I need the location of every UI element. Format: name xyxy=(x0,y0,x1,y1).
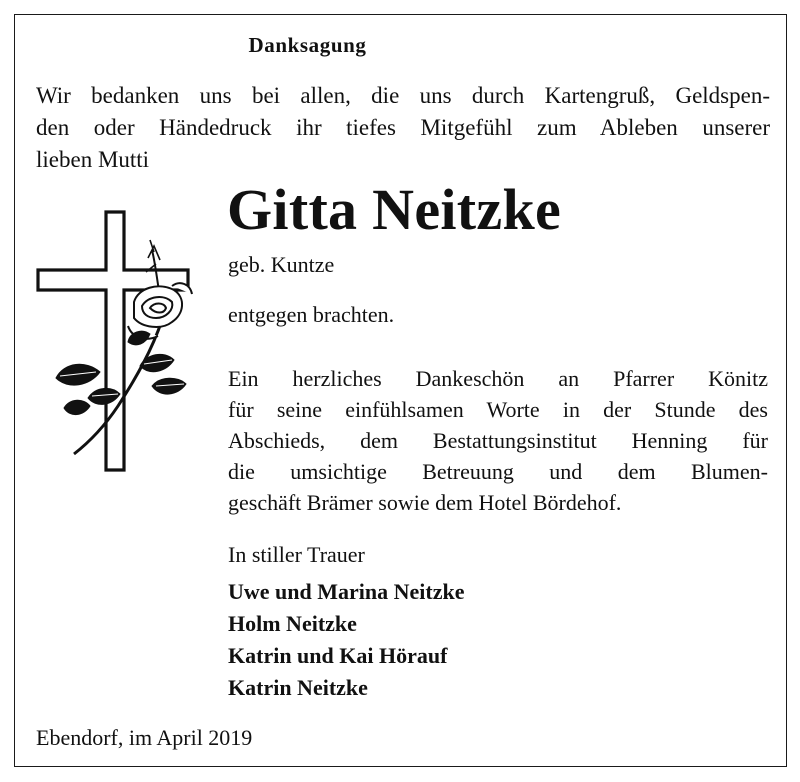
mourner-name: Katrin und Kai Hörauf xyxy=(228,643,448,668)
place-date: Ebendorf, im April 2019 xyxy=(36,725,253,750)
thanks-line: die umsichtige Betreuung und dem Blumen- xyxy=(228,459,768,484)
mourner-name: Uwe und Marina Neitzke xyxy=(228,579,465,604)
intro-line: Wir bedanken uns bei allen, die uns durch Kartengruß, Geldspen- xyxy=(36,83,770,108)
mourners-list xyxy=(228,576,464,704)
notice-heading: Danksagung xyxy=(248,33,367,57)
mourner-name: Holm Neitzke xyxy=(228,611,357,636)
deceased-name: Gitta Neitzke xyxy=(227,177,562,242)
thanks-line: Abschieds, dem Bestattungsinstitut Henning für xyxy=(228,428,768,453)
thanks-paragraph xyxy=(228,363,768,518)
frame-border-right xyxy=(786,14,787,767)
intro-continuation: entgegen brachten. xyxy=(228,302,395,327)
frame-border-top xyxy=(14,14,787,15)
thanks-line: für seine einfühlsamen Worte in der Stunde des xyxy=(228,397,768,422)
thanks-line: Ein herzliches Dankeschön an Pfarrer Könitz xyxy=(228,366,768,391)
thanks-line: geschäft Brämer sowie dem Hotel Bördehof. xyxy=(228,490,622,515)
intro-paragraph xyxy=(36,80,770,176)
mourning-label: In stiller Trauer xyxy=(228,542,365,567)
cross-with-rose-icon xyxy=(34,210,196,472)
frame-border-bottom xyxy=(14,766,787,767)
maiden-name: geb. Kuntze xyxy=(228,252,335,277)
mourner-name: Katrin Neitzke xyxy=(228,675,368,700)
intro-line: den oder Händedruck ihr tiefes Mitgefühl zum Ableben unserer xyxy=(36,115,770,140)
intro-line: lieben Mutti xyxy=(36,147,150,172)
frame-border-left xyxy=(14,14,15,767)
